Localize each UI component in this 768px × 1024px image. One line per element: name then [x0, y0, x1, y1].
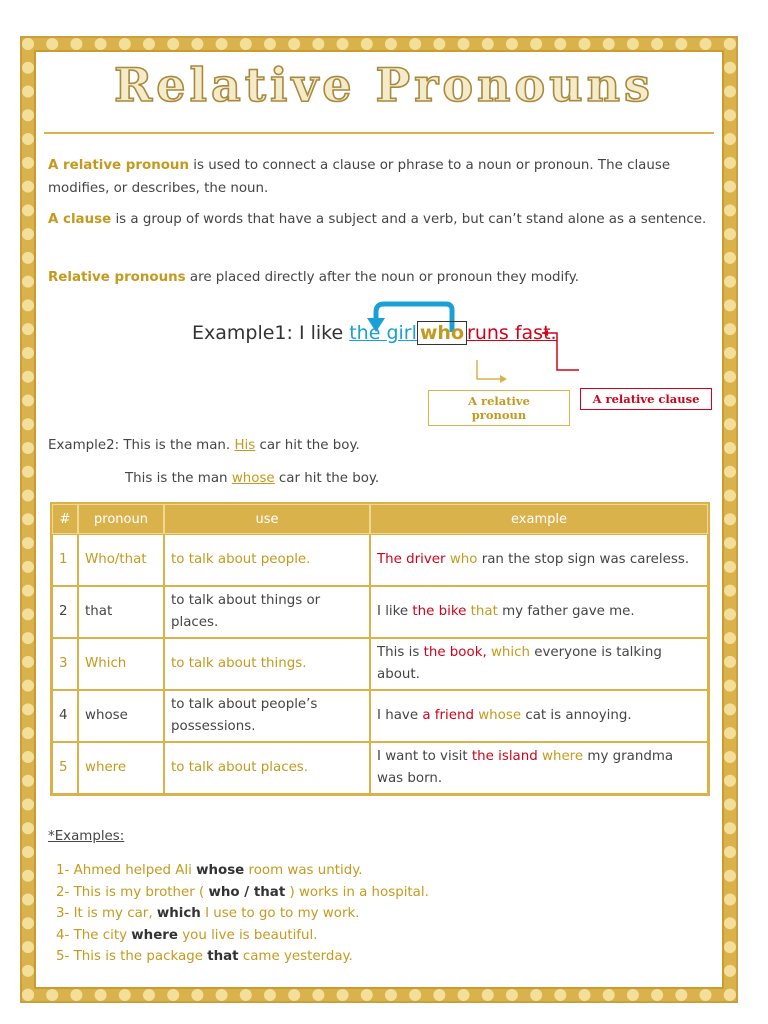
row-example — [370, 586, 708, 638]
row-pronoun: Which — [78, 638, 164, 690]
example1-prefix: Example1: I like — [192, 322, 350, 344]
keyword: A clause — [48, 212, 112, 227]
example-segment: ran the stop sign was careless. — [477, 552, 690, 567]
table-header-row — [52, 504, 708, 534]
sentence-text: came yesterday. — [238, 949, 353, 964]
row-pronoun: whose — [78, 690, 164, 742]
example-segment: which — [486, 645, 530, 660]
sentence-text: you live is beautiful. — [177, 927, 318, 943]
example-segment: I have — [377, 708, 423, 723]
relative-pronoun: that — [207, 949, 239, 964]
row-use: to talk about places. — [164, 742, 370, 794]
gold-connector — [477, 360, 504, 379]
example-segment: I like — [377, 604, 413, 619]
relative-pronoun: whose — [196, 863, 245, 878]
row-use: to talk about people. — [164, 534, 370, 586]
relative-pronoun: which — [156, 906, 201, 921]
header-number: # — [52, 504, 78, 534]
example-segment: the book, — [423, 645, 487, 660]
example1-sentence — [192, 322, 557, 344]
table-row — [52, 690, 708, 742]
text: car hit the boy. — [274, 471, 380, 486]
example-segment: that — [466, 604, 498, 619]
row-number: 4 — [52, 690, 78, 742]
table-row — [52, 742, 708, 794]
header-example: example — [370, 504, 708, 534]
keyword: A relative pronoun — [48, 158, 189, 173]
table-row — [52, 586, 708, 638]
page-title: Relative Pronouns — [114, 58, 654, 112]
examples-heading: *Examples: — [48, 829, 125, 844]
list-item — [56, 860, 429, 882]
example-segment: my grandma was born. — [377, 749, 674, 786]
list-item — [56, 925, 429, 947]
row-pronoun: Who/that — [78, 534, 164, 586]
example-segment: the island — [471, 749, 538, 764]
row-number: 3 — [52, 638, 78, 690]
example-segment: the bike — [412, 604, 467, 619]
row-example — [370, 638, 708, 690]
sentence-text: 4- The city — [56, 927, 132, 943]
list-item — [56, 946, 429, 968]
pronoun-table — [50, 502, 710, 796]
example-segment: whose — [473, 708, 522, 723]
text: car hit the boy. — [255, 438, 360, 453]
page-frame — [22, 38, 736, 1001]
sentence-text: 2- This is my brother ( — [56, 884, 209, 900]
list-item — [56, 882, 429, 904]
sentence-text: room was untidy. — [244, 863, 363, 878]
example-segment: where — [537, 749, 584, 764]
sentence-text: 1- Ahmed helped Ali — [56, 863, 197, 878]
example1-clause: runs fast. — [467, 322, 557, 344]
row-example — [370, 534, 708, 586]
examples-list — [56, 860, 429, 968]
list-item — [56, 903, 429, 925]
sentence-text: ) works in a hospital. — [285, 884, 429, 900]
example-segment: cat is annoying. — [521, 708, 632, 723]
definition-text: is a group of words that have a subject and a verb, but can’t stand alone as a sentence. — [111, 212, 707, 227]
example1-noun: the girl — [349, 322, 417, 344]
sentence-text: 3- It is my car, — [56, 906, 157, 921]
example2-his: His — [234, 438, 256, 453]
row-use: to talk about things. — [164, 638, 370, 690]
table-row — [52, 638, 708, 690]
definition-text: are placed directly after the noun or pronoun they modify. — [185, 270, 579, 285]
sentence-text: I use to go to my work. — [200, 906, 360, 921]
example2-line2 — [125, 471, 379, 486]
example-segment: This is — [377, 645, 424, 660]
header-pronoun: pronoun — [78, 504, 164, 534]
row-number: 5 — [52, 742, 78, 794]
example2-whose: whose — [231, 471, 275, 486]
row-number: 2 — [52, 586, 78, 638]
example1-pronoun: who — [417, 321, 467, 345]
label-relative-pronoun: A relative pronoun — [428, 390, 570, 426]
example-segment: my father gave me. — [497, 604, 635, 619]
row-example — [370, 742, 708, 794]
example-segment: a friend — [422, 708, 474, 723]
example-segment: The driver — [377, 552, 446, 567]
row-use: to talk about things or places. — [164, 586, 370, 638]
relative-pronoun: where — [131, 927, 178, 943]
row-pronoun: that — [78, 586, 164, 638]
table-row — [52, 534, 708, 586]
example-segment: everyone is talking about. — [377, 645, 662, 682]
sentence-text: 5- This is the package — [56, 949, 208, 964]
label-relative-clause: A relative clause — [580, 388, 712, 410]
row-use: to talk about people’s possessions. — [164, 690, 370, 742]
row-pronoun: where — [78, 742, 164, 794]
definition-text: is used to connect a clause or phrase to a noun or pronoun. The clause modifies, or describes, the noun. — [48, 158, 671, 196]
gold-arrow-head — [500, 375, 507, 383]
relative-pronoun: who / that — [208, 884, 286, 900]
text: This is the man — [125, 471, 232, 486]
example2-line1 — [48, 438, 360, 453]
row-number: 1 — [52, 534, 78, 586]
example-segment: who — [445, 552, 478, 567]
row-example — [370, 690, 708, 742]
header-use: use — [164, 504, 370, 534]
text: Example2: This is the man. — [48, 438, 235, 453]
keyword: Relative pronouns — [48, 270, 186, 285]
example-segment: I want to visit — [377, 749, 472, 764]
